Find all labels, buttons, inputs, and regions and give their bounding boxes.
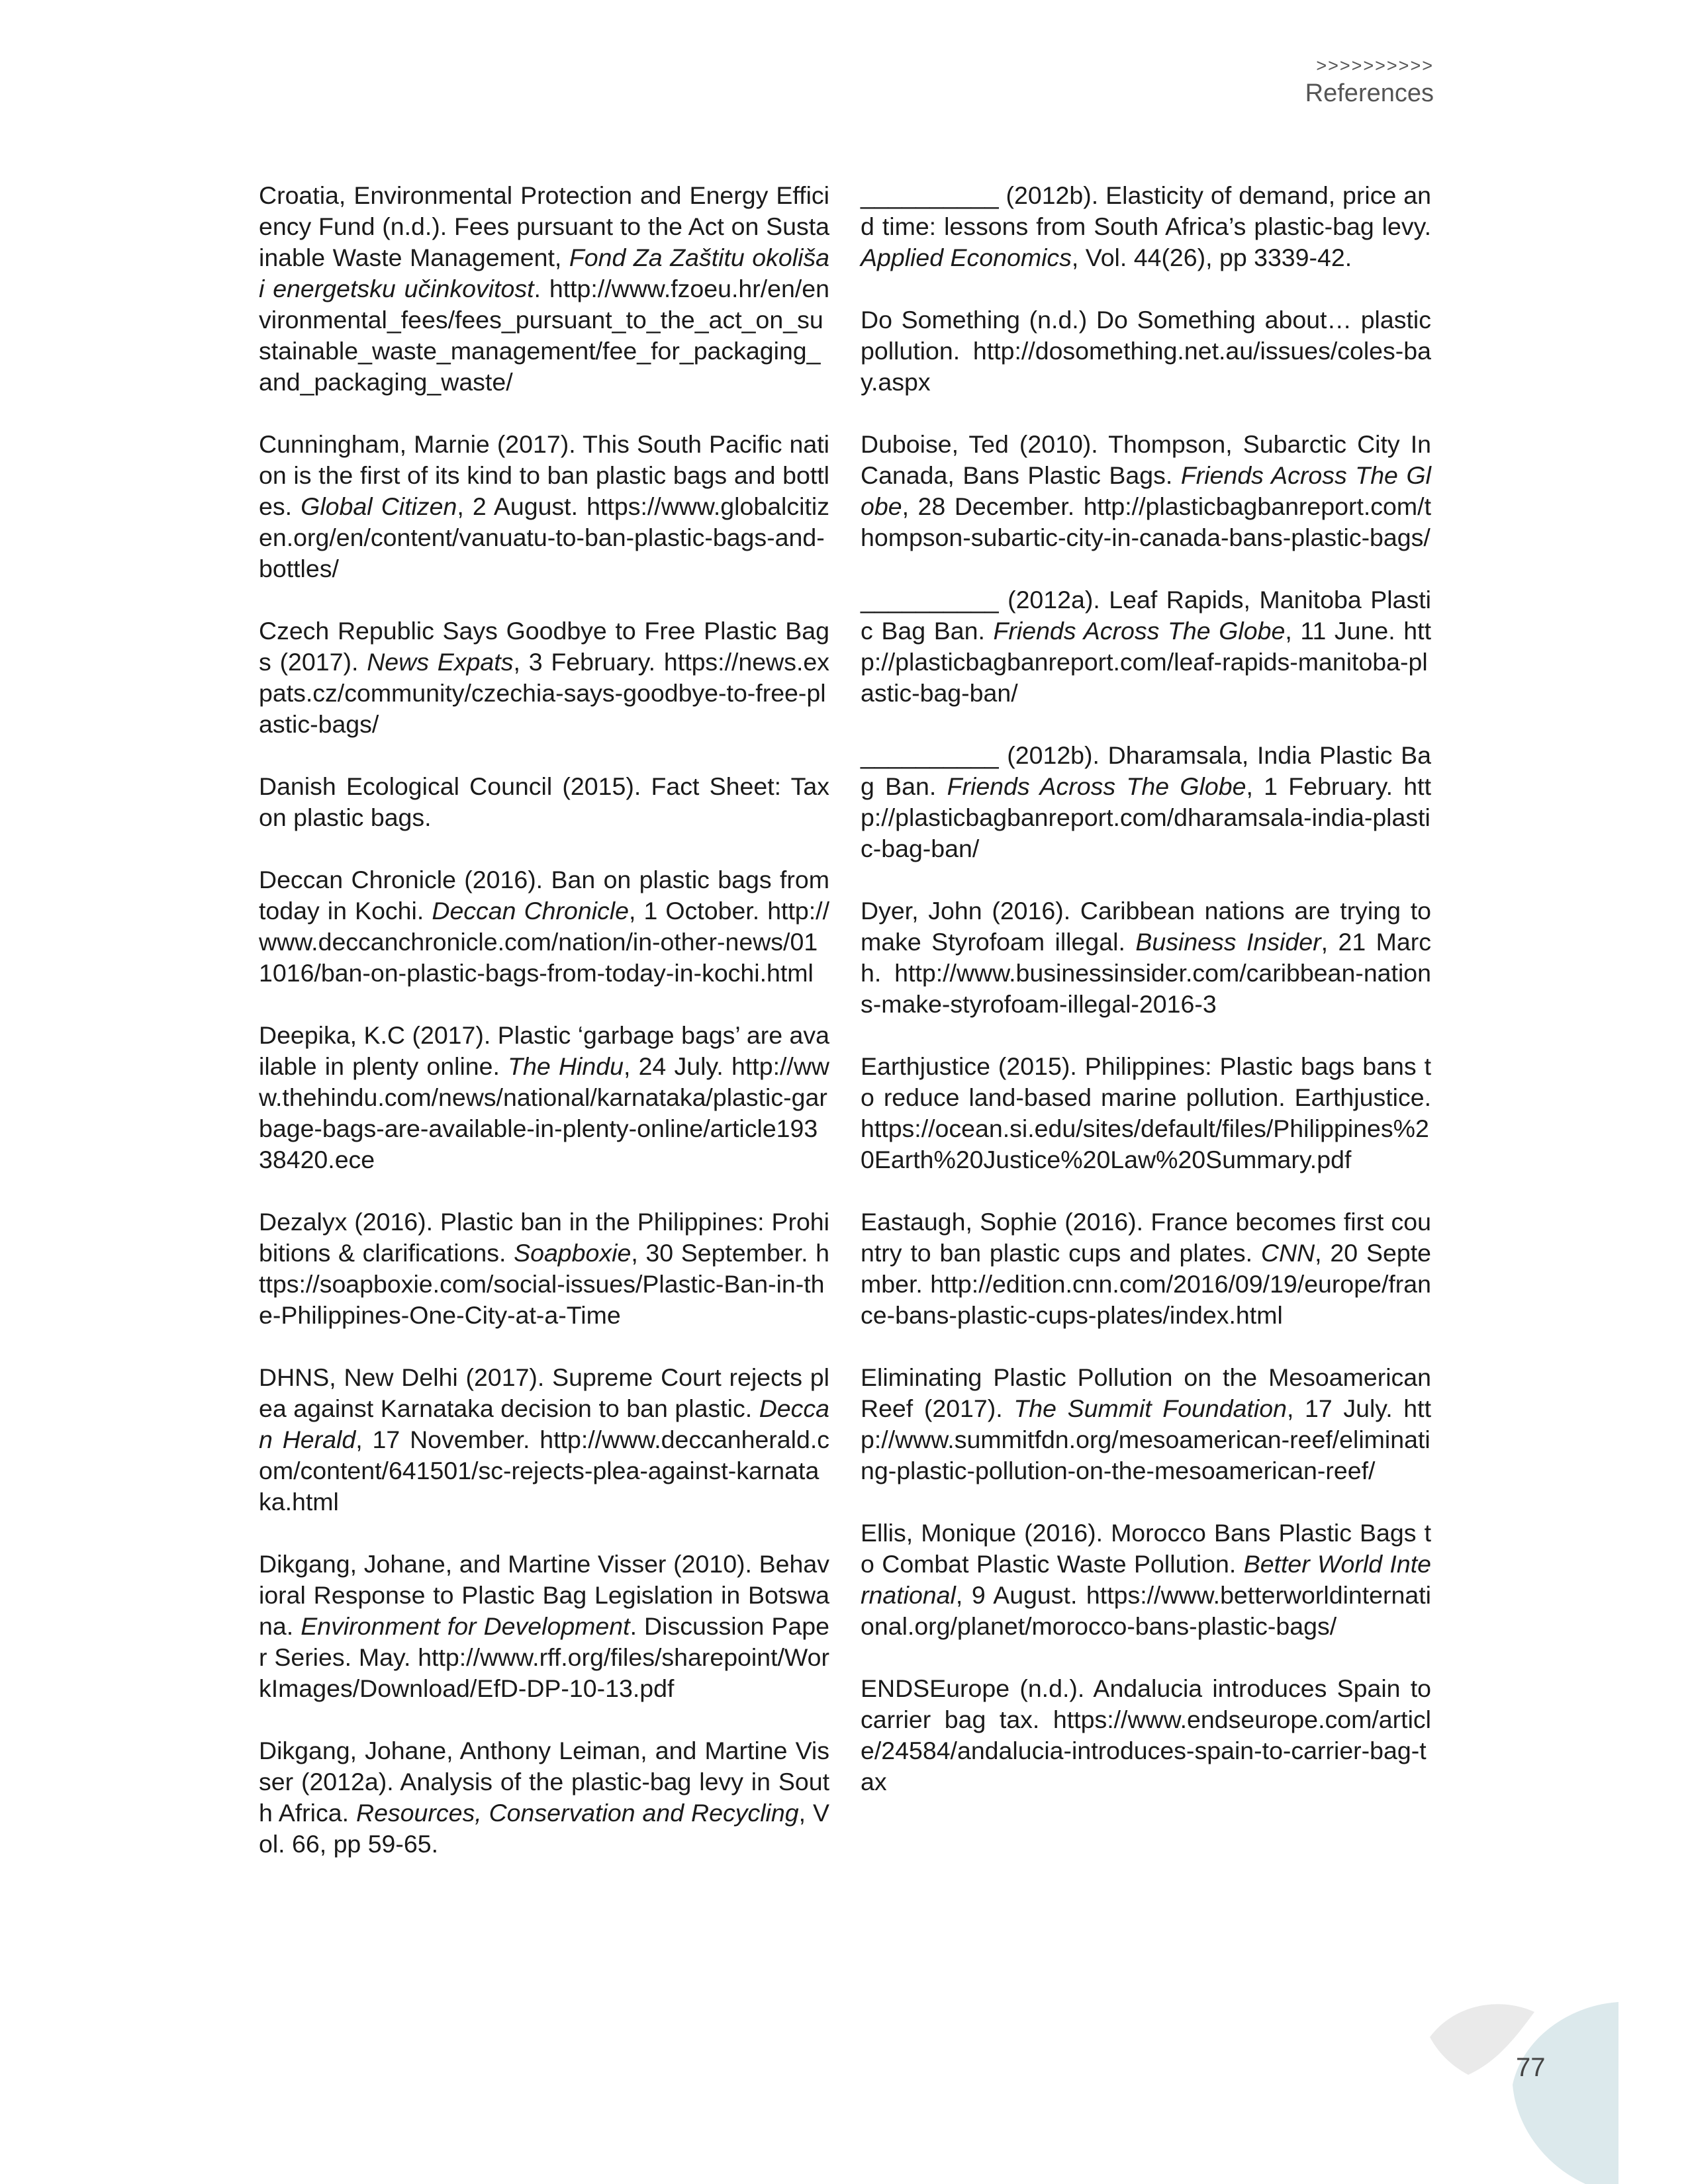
page-number: 77 xyxy=(1516,2053,1546,2082)
reference-entry: __________ (2012a). Leaf Rapids, Manitoba Plastic Bag Ban. Friends Across The Globe, 11 June. http://plasticbagbanreport.com/leaf-rapids-manitoba-plastic-bag-ban/ xyxy=(861,586,1431,707)
leaf-shape-blue xyxy=(1513,2002,1618,2184)
section-title: References xyxy=(1305,79,1434,107)
reference-entry: Dikgang, Johane, Anthony Leiman, and Martine Visser (2012a). Analysis of the plastic-bag levy in South Africa. Resources, Conservation and Recycling, Vol. 66, pp 59-65. xyxy=(259,1737,829,1858)
reference-entry: Eastaugh, Sophie (2016). France becomes first country to ban plastic cups and plates. CNN, 20 September. http://edition.cnn.com/2016/09/19/europe/france-bans-plastic-cups-plates/index.html xyxy=(861,1208,1431,1329)
reference-entry: ENDSEurope (n.d.). Andalucia introduces Spain to carrier bag tax. https://www.endseurope.com/article/24584/andalucia-introduces-spain-to-carrier-bag-tax xyxy=(861,1674,1431,1796)
reference-entry: Dezalyx (2016). Plastic ban in the Philippines: Prohibitions & clarifications. Soapboxie, 30 September. https://soapboxie.com/social-issues/Plastic-Ban-in-the-Philippines-One-City-at-a-Time xyxy=(259,1208,829,1329)
header-arrows: >>>>>>>>>> xyxy=(1316,56,1434,75)
reference-entry: Deccan Chronicle (2016). Ban on plastic bags from today in Kochi. Deccan Chronicle, 1 October. http://www.deccanchronicle.com/nation/in-other-news/011016/ban-on-plastic-bags-from-today-in-kochi.html xyxy=(259,866,830,987)
reference-entry: Eliminating Plastic Pollution on the Mesoamerican Reef (2017). The Summit Foundation, 17 July. http://www.summitfdn.org/mesoamerican-reef/eliminating-plastic-pollution-on-the-mesoamerican-reef/ xyxy=(861,1363,1432,1484)
reference-entry: Deepika, K.C (2017). Plastic ‘garbage bags’ are available in plenty online. The Hindu, 24 July. http://www.thehindu.com/news/national/karnataka/plastic-garbage-bags-are-available-in-plenty-online/article19338420.ece xyxy=(259,1021,829,1173)
reference-entry: Earthjustice (2015). Philippines: Plastic bags bans to reduce land-based marine pollution. Earthjustice. https://ocean.si.edu/sites/default/files/Philippines%20Earth%20Justice%20Law%20Summary.pdf xyxy=(861,1052,1431,1173)
reference-entry: Cunningham, Marnie (2017). This South Pacific nation is the first of its kind to ban plastic bags and bottles. Global Citizen, 2 August. https://www.globalcitizen.org/en/content/vanuatu-to-ban-plastic-bags-and-bottles/ xyxy=(259,430,829,582)
reference-entry: __________ (2012b). Dharamsala, India Plastic Bag Ban. Friends Across The Globe, 1 February. http://plasticbagbanreport.com/dharamsala-india-plastic-bag-ban/ xyxy=(861,741,1431,862)
reference-entry: Do Something (n.d.) Do Something about… plastic pollution. http://dosomething.net.au/issues/coles-bay.aspx xyxy=(861,306,1431,396)
reference-entry: Danish Ecological Council (2015). Fact Sheet: Tax on plastic bags. xyxy=(259,772,829,831)
reference-entry: Croatia, Environmental Protection and Energy Efficiency Fund (n.d.). Fees pursuant to the Act on Sustainable Waste Management, Fond Za Zaštitu okoliša i energetsku učinkovitost. http://www.fzoeu.hr/en/environmental_fees/fees_pursuant_to_the_act_on_sustainable_waste_management/fee_for_packaging_and_packaging_waste/ xyxy=(259,181,830,396)
reference-entry: Duboise, Ted (2010). Thompson, Subarctic City In Canada, Bans Plastic Bags. Friends Across The Globe, 28 December. http://plasticbagbanreport.com/thompson-subartic-city-in-canada-bans-plastic-bags/ xyxy=(861,430,1431,551)
reference-entry: __________ (2012b). Elasticity of demand, price and time: lessons from South Africa’s plastic-bag levy. Applied Economics, Vol. 44(26), pp 3339-42. xyxy=(861,181,1431,271)
reference-entry: Czech Republic Says Goodbye to Free Plastic Bags (2017). News Expats, 3 February. https://news.expats.cz/community/czechia-says-goodbye-to-free-plastic-bags/ xyxy=(259,617,829,738)
reference-entry: Dikgang, Johane, and Martine Visser (2010). Behavioral Response to Plastic Bag Legislation in Botswana. Environment for Development. Discussion Paper Series. May. http://www.rff.org/files/sharepoint/WorkImages/Download/EfD-DP-10-13.pdf xyxy=(259,1550,829,1702)
reference-entry: Dyer, John (2016). Caribbean nations are trying to make Styrofoam illegal. Business Insider, 21 March. http://www.businessinsider.com/caribbean-nations-make-styrofoam-illegal-2016-3 xyxy=(861,897,1431,1018)
reference-entry: Ellis, Monique (2016). Morocco Bans Plastic Bags to Combat Plastic Waste Pollution. Better World International, 9 August. https://www.betterworldinternational.org/planet/morocco-bans-plastic-bags/ xyxy=(861,1519,1431,1640)
reference-entry: DHNS, New Delhi (2017). Supreme Court rejects plea against Karnataka decision to ban plastic. Deccan Herald, 17 November. http://www.deccanherald.com/content/641501/sc-rejects-plea-against-karnataka.html xyxy=(259,1363,829,1516)
